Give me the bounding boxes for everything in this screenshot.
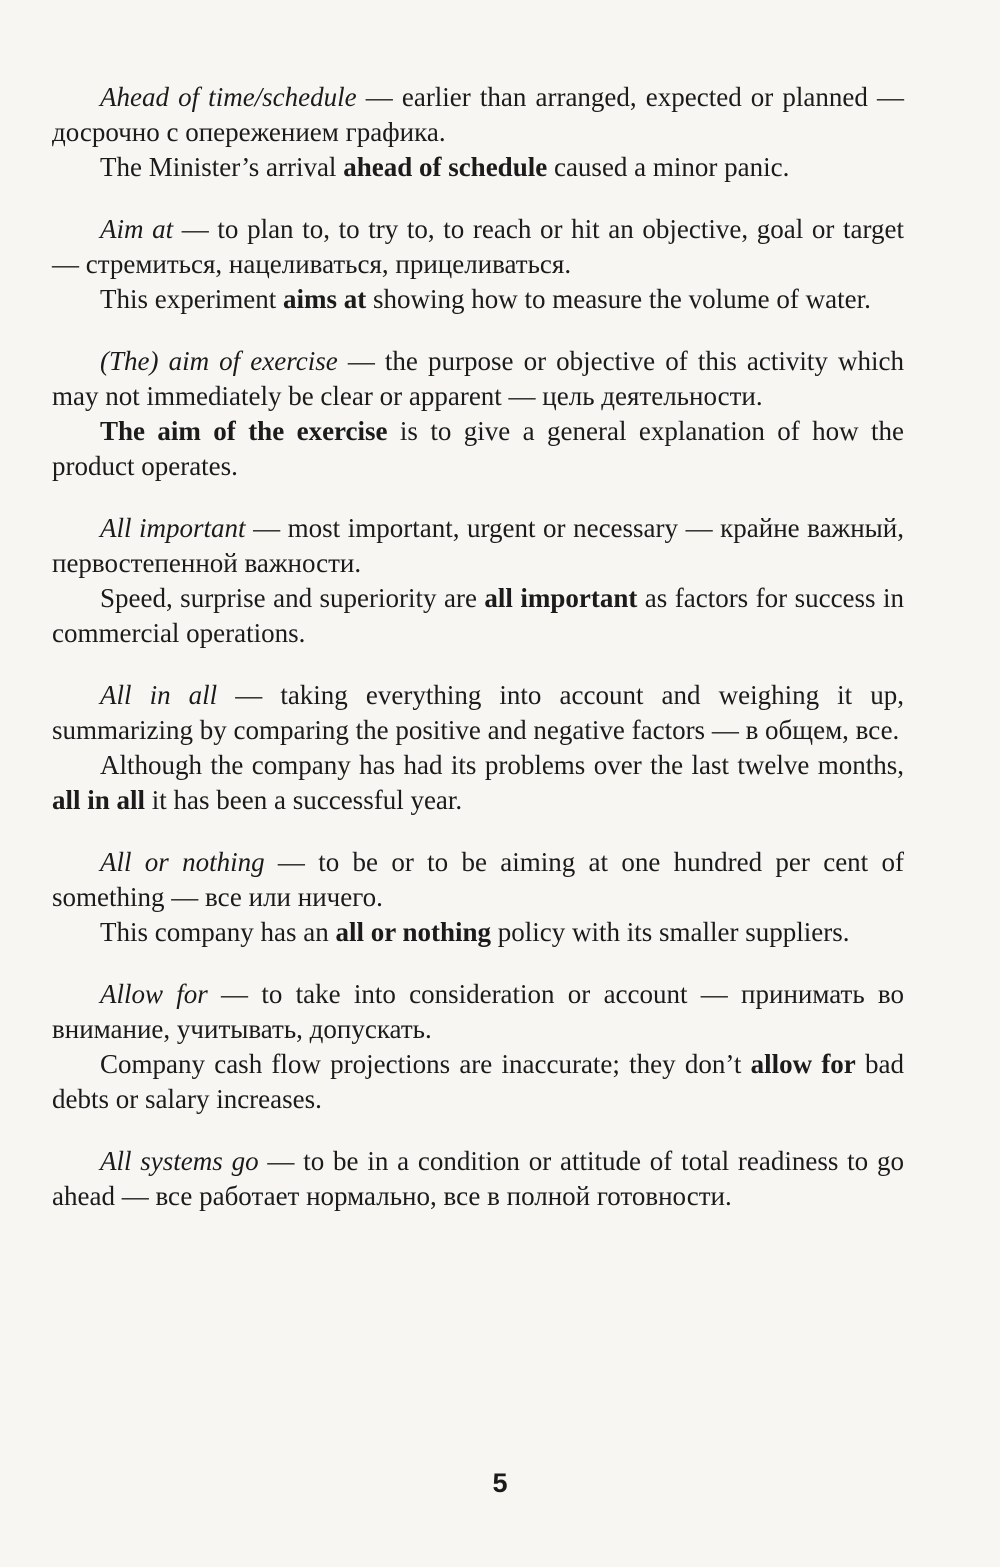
example-text-before: This company has an [100,917,336,947]
entry-definition: — to take into consideration or account — принимать во внимание, учитывать, допускать. [52,979,904,1044]
example-phrase: ahead of schedule [343,152,548,182]
entry-definition: — to plan to, to try to, to reach or hit an objective, goal or target — стремиться, нацеливаться, прицеливаться. [52,214,904,279]
example-text-before: This experiment [100,284,283,314]
example-text-after: as factors for success in commercial operations. [52,583,904,648]
example-line [52,1047,904,1117]
example-phrase: all important [484,583,638,613]
example-phrase: aims at [282,284,367,314]
entry-all-or-nothing [52,845,904,950]
example-phrase: all in all [52,785,146,815]
example-line [52,414,904,484]
definition-line [52,977,904,1047]
example-phrase: allow for [750,1049,856,1079]
definition-line [52,511,904,581]
entry-definition: — taking everything into account and weighing it up, summarizing by comparing the positive and negative factors — в общем, все. [52,680,904,745]
example-text-before: Speed, surprise and superiority are [100,583,485,613]
example-phrase: all or nothing [335,917,491,947]
definition-line [52,678,904,748]
definition-line [52,212,904,282]
entry-definition: — the purpose or objective of this activity which may not immediately be clear or apparent — цель деятельности. [52,346,904,411]
definition-line [52,1144,904,1214]
example-line [52,915,904,950]
entry-term: All or nothing [100,847,265,877]
definition-line [52,845,904,915]
example-line [52,748,904,818]
entry-term: (The) aim of exercise [100,346,338,376]
example-text-before: Although the company has had its problems over the last twelve months, [100,750,904,780]
example-phrase: The aim of the exercise [100,416,388,446]
entry-aim-of-exercise [52,344,904,484]
example-text-before: Company cash flow projections are inaccurate; they don’t [100,1049,751,1079]
text-column [52,80,904,1241]
entry-term: Allow for [100,979,208,1009]
entry-allow-for [52,977,904,1117]
example-text-after: showing how to measure the volume of water. [366,284,871,314]
example-line [52,282,904,317]
entry-definition: — to be or to be aiming at one hundred per cent of something — все или ничего. [52,847,904,912]
entry-term: Aim at [100,214,174,244]
example-text-after: caused a minor panic. [547,152,790,182]
example-line [52,581,904,651]
example-text-before: The Minister’s arrival [100,152,344,182]
example-text-after: it has been a successful year. [145,785,463,815]
definition-line [52,80,904,150]
example-text-after: bad debts or salary increases. [52,1049,905,1114]
entry-term: All in all [100,680,218,710]
definition-line [52,344,904,414]
page-number: 5 [492,1468,508,1498]
example-text-after: policy with its smaller suppliers. [491,917,850,947]
entry-definition: — earlier than arranged, expected or planned — досрочно с опережением графика. [52,82,904,147]
entry-all-systems-go [52,1144,904,1214]
entry-ahead-of-time [52,80,904,185]
entry-term: Ahead of time/schedule [100,82,357,112]
entry-all-important [52,511,904,651]
entry-definition: — to be in a condition or attitude of total readiness to go ahead — все работает нормально, все в полной готовности. [52,1146,904,1211]
entry-aim-at [52,212,904,317]
entry-definition: — most important, urgent or necessary — крайне важный, первостепенной важности. [52,513,904,578]
entry-all-in-all [52,678,904,818]
entry-term: All important [100,513,246,543]
example-text-after: is to give a general explanation of how the product operates. [52,416,904,481]
example-line [52,150,904,185]
entry-term: All systems go [100,1146,259,1176]
